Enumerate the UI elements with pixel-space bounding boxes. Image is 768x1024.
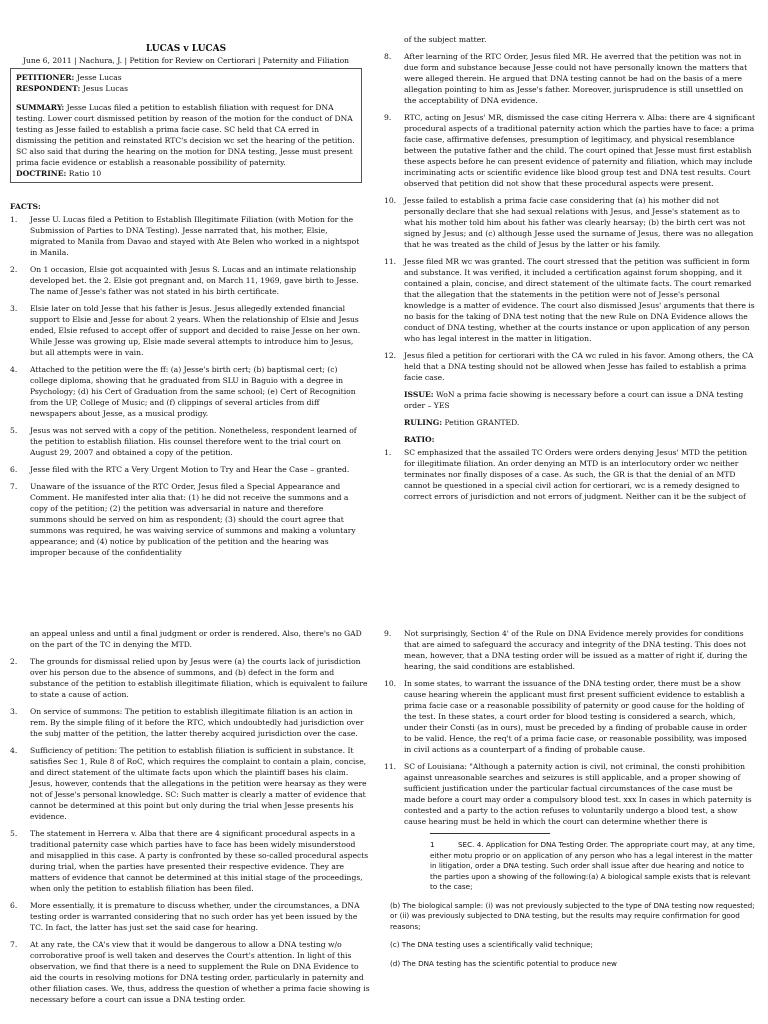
list-item-number: 9. [384,113,392,122]
list-item-number: 3. [10,304,18,313]
case-summary-box [10,68,362,183]
list-item-number: 11. [384,257,397,266]
list-item-number: 4. [10,746,18,755]
list-item-text: The grounds for dismissal relied upon by Jesus were (a) the courts lack of jurisdiction over his person due to the absence of summons, and (b) defect in the form and substance of the petition to establish illegitimate filiation, which is equivalent to failure to state a cause of action. [30,657,368,699]
doctrine-text: Ratio 10 [68,169,102,178]
list-item-text: Jesse filed MR wc was granted. The court stressed that the petition was sufficient in form and substance. It was verified, it included a certification against forum shopping, and it contained a plain, concise, and direct statement of the ultimate facts. The court remarked that the allegation that the statements in the petition were not of Jesse's personal knowledge is a matter of evidence. The court also dismissed Jesus' arguments that there is no basis for the taking of DNA test noting that the new Rule on DNA Evidence allows the conduct of DNA testing, whether at the courts instance or upon application of any person who has legal interest in the matter in litigation. [404,257,755,343]
list-item-number: 7. [10,482,18,491]
list-item-number: 10. [384,196,397,205]
list-item-text: Jesse filed with the RTC a Very Urgent Motion to Try and Hear the Case – granted. [30,465,350,474]
list-item-text: The statement in Herrera v. Alba that there are 4 significant procedural aspects in a traditional paternity case which parties have to face has been widely misunderstood and misapplied in this case. A party is confronted by these so-called procedural aspects during trial, when the parties have presented their respective evidence. They are matters of evidence that cannot be determined at this initial stage of the proceedings, when only the petition to establish filiation has been filed. [30,829,369,893]
ratio-item [384,761,756,827]
list-item-text: Jesse U. Lucas filed a Petition to Establish Illegitimate Filiation (with Motion for the Submission of Parties to DNA Testing). Jesse narrated that, his mother, Elsie, migrated to Manila from Davao and stayed with Ate Belen who worked in a nightspot in Manila. [30,215,360,257]
footnote-item-d: (d) The DNA testing has the scientific potential to produce new [390,958,617,968]
petitioner-line [16,72,356,83]
list-item-text: Unaware of the issuance of the RTC Order, Jesus filed a Special Appearance and Comment. He manifested inter alia that: (1) he did not receive the summons and a copy of the petition; (2) the petition was adversarial in nature and therefore summons should be served on him as respondent; (3) should the court agree that summons was required, he was waiving service of summons and making a voluntary appearance; and (4) notice by publication of the petition and the hearing was improper because of the confidentiality [30,482,356,557]
list-item-number: 10. [384,679,397,688]
ratio-item [384,628,756,672]
list-item-number: 2. [10,657,18,666]
petitioner-label: PETITIONER: [16,73,75,82]
list-item-number: 9. [384,629,392,638]
fact-item [10,264,362,297]
page-gap [0,560,768,624]
list-item-text: SC emphasized that the assailed TC Orders were orders denying Jesus' MTD the petition for illegitimate filiation. An order denying an MTD is an interlocutory order wc neither terminates nor finally disposes of a case. As such, the GR is that the denial of an MTD cannot be questioned in a special civil action for certiorari, wc is a remedy designed to correct errors of jurisdiction and not errors of judgment. Neither can it be the subject of [404,448,748,501]
ratio-item [384,447,756,502]
ratio-item [384,678,756,755]
summary-text: Jesse Lucas filed a petition to establish filiation with request for DNA testing. Lower court dismissed petition by reason of the motion for the conduct of DNA testing as Jesse failed to establish a prima facie case. SC held that CA erred in dismissing the petition and reinstated RTC's decision wc set the hearing of the petition. SC also said that during the hearing on the motion for DNA testing, Jesse must present prima facie evidence or establish a reasonable possibility of paternity. [16,103,355,167]
case-title: LUCAS v LUCAS [145,44,227,54]
list-item-text: Elsie later on told Jesse that his father is Jesus. Jesus allegedly extended financial support to Elsie and Jesse for about 2 years. When the relationship of Elsie and Jesus ended, Elsie refused to accept offer of support and decided to raise Jesse on her own. While Jesse was growing up, Elsie made several attempts to introduce him to Jesus, but all attempts were in vain. [30,304,361,357]
summary-paragraph [16,102,356,168]
ratio-item [10,656,372,700]
ratio-continued-list [10,656,372,1005]
fact-item [384,350,756,383]
right-lead-text: of the subject matter. [404,35,487,44]
ruling-text: Petition GRANTED. [444,418,520,427]
fact-item [384,51,756,106]
list-item-text: Jesus filed a petition for certiorari with the CA wc ruled in his favor. Among others, the CA held that a DNA testing should not be allowed when Jesse has failed to establish a prima facie case. [404,351,754,382]
list-item-text: After learning of the RTC Order, Jesus filed MR. He averred that the petition was not in due form and substance because Jesse could not have personally known the matters that were alleged therein. He argued that DNA testing cannot be had on the basis of a mere allegation pointing to him as Jesse's father. Moreover, jurisprudence is still unsettled on the acceptability of DNA evidence. [404,52,748,105]
list-item-number: 1. [384,448,392,457]
list-item-number: 1. [10,215,18,224]
doctrine-line [16,168,356,179]
ratio-item [10,828,372,894]
page2-right-column [384,628,756,977]
fact-item [384,256,756,344]
footnote-item-b: (b) The biological sample: (i) was not previously subjected to the type of DNA testing now requested; or (ii) was previously subjected to DNA testing, but the results may require confirmation for good reasons; [390,900,755,931]
footnote-item-c: (c) The DNA testing uses a scientifically valid technique; [390,940,593,949]
fact-item [10,303,362,358]
list-item-text: Attached to the petition were the ff: (a) Jesse's birth cert; (b) baptismal cert; (c) college diploma, showing that he graduated from SLU in Baguio with a degree in Psychology; (d) his Cert of Graduation from the same school; (e) Cert of Recognition from the UP, College of Music; and (f) clippings of several articles from diff newspapers about Jesse, as a musical prodigy. [30,365,356,418]
list-item-number: 6. [10,465,18,474]
page2-left-column [10,628,372,1011]
ratio-item [10,745,372,822]
list-item-text: More essentially, it is premature to discuss whether, under the circumstances, a DNA testing order is warranted considering that no such order has yet been issued by the TC. In fact, the latter has just set the said case for hearing. [30,901,360,932]
fact-item [10,425,362,458]
facts-list [10,214,362,558]
list-item-text: Sufficiency of petition: The petition to establish filiation is sufficient in substance. It satisfies Sec 1, Rule 8 of RoC, which requires the complaint to contain a plain, concise, and direct statement of the ultimate facts upon which the plaintiff bases his claim. Jesus, however, contends that the allegations in the petition were hearsay as they were not of Jesse's personal knowledge. SC: Such matter is clearly a matter of evidence that cannot be determined at this point but only during the trial when Jesse presents his evidence. [30,746,367,821]
list-item-text: Not surprisingly, Section 4' of the Rule on DNA Evidence merely provides for conditions that are aimed to safeguard the accuracy and integrity of the DNA testing. This does not mean, however, that a DNA testing order will be issued as a matter of right if, during the hearing, the said conditions are established. [404,629,748,671]
issue-label: ISSUE: [404,390,434,399]
case-subtitle: June 6, 2011 | Nachura, J. | Petition for Review on Certiorari | Paternity and Filiation [22,56,350,65]
fact-item [10,464,362,475]
list-item-text: Jesse failed to establish a prima facie case considering that (a) his mother did not personally declare that she had sexual relations with Jesus, and Jesse's statement as to what his mother told him about his father was clearly hearsay; (b) the birth cert was not signed by Jesus; and (c) although Jesse used the surname of Jesus, there was no allegation that he was treated as the child of Jesus by the latter or his family. [404,196,754,249]
footnote [390,833,756,969]
list-item-text: RTC, acting on Jesus' MR, dismissed the case citing Herrera v. Alba: there are 4 significant procedural aspects of a traditional paternity action which the parties have to face: a prima facie case, affirmative defenses, presumption of legitimacy, and physical resemblance between the putative father and the child. The court opined that Jesse must first establish these aspects before he can present evidence of paternity and filiation, which may include incriminating acts or scientific evidence like blood group test and DNA test results. Court observed that petition did not show that these procedural aspects were present. [404,113,756,188]
left-lead-text: an appeal unless and until a final judgment or order is rendered. Also, there's no GAD on the part of the TC in denying the MTD. [30,629,362,649]
fact-item [384,112,756,189]
fact-item [10,214,362,258]
petitioner-name: Jesse Lucas [76,73,122,82]
list-item-text: At any rate, the CA's view that it would be dangerous to allow a DNA testing w/o corroborative proof is well taken and deserves the Court's attention. In light of this observation, we find that there is a need to supplement the Rule on DNA Evidence to aid the courts in resolving motions for DNA testing order, particularly in paternity and other filiation cases. We, thus, address the question of whether a prima facie showing is necessary before a court can issue a DNA testing order. [30,940,370,1004]
list-item-number: 7. [10,940,18,949]
ratio-heading: RATIO: [404,435,435,444]
list-item-number: 11. [384,762,397,771]
list-item-number: 8. [384,52,392,61]
fact-item [384,195,756,250]
list-item-text: In some states, to warrant the issuance of the DNA testing order, there must be a show cause hearing wherein the applicant must first present sufficient evidence to establish a prima facie case or a reasonable possibility of paternity or good cause for the holding of the test. In these states, a court order for blood testing is considered a search, which, under their Consti (as in ours), must be preceded by a finding of probable cause in order to be valid. Hence, the req't of a prima facie case, or reasonable possibility, was imposed in civil actions as a counterpart of a finding of probable cause. [404,679,747,754]
fact-item [10,481,362,558]
list-item-number: 3. [10,707,18,716]
fact-item [10,364,362,419]
ruling-line [404,417,756,428]
list-item-text: On service of summons: The petition to establish illegitimate filiation is an action in rem. By the simple filing of it before the RTC, which undoubtedly had jurisdiction over the subj matter of the petition, the latter thereby acquired jurisdiction over the case. [30,707,364,738]
list-item-text: On 1 occasion, Elsie got acquainted with Jesus S. Lucas and an intimate relationship developed bet. the 2. Elsie got pregnant and, on March 11, 1969, gave birth to Jesse. The name of Jesse's father was not stated in his birth certificate. [30,265,359,296]
footnote-intro [430,840,756,893]
ratio-item [10,900,372,933]
footnote-mark: 1 [430,840,435,849]
list-item-text: Jesus was not served with a copy of the petition. Nonetheless, respondent learned of the petition to establish filiation. His counsel therefore went to the trial court on August 29, 2007 and obtained a copy of the petition. [30,426,357,457]
ratio-list [384,447,756,502]
footnote-intro-text: SEC. 4. Application for DNA Testing Order. The appropriate court may, at any time, either motu proprio or on application of any person who has a legal interest in the matter in litigation, order a DNA testing. Such order shall issue after due hearing and notice to the parties upon a showing of the following:(a) A biological sample exists that is relevant to the case; [430,840,755,891]
list-item-number: 5. [10,829,18,838]
respondent-line [16,83,356,94]
list-item-number: 4. [10,365,18,374]
ruling-label: RULING: [404,418,443,427]
respondent-name: Jesus Lucas [82,84,129,93]
ratio-item [10,706,372,739]
list-item-number: 2. [10,265,18,274]
ratio-item [10,939,372,1005]
respondent-label: RESPONDENT: [16,84,81,93]
facts-heading: FACTS: [10,202,41,211]
list-item-number: 6. [10,901,18,910]
document-page-2 [0,624,768,1024]
page1-right-column [384,34,756,508]
list-item-number: 5. [10,426,18,435]
list-item-number: 12. [384,351,397,360]
doctrine-label: DOCTRINE: [16,169,67,178]
page1-left-column [10,44,362,560]
facts-continued-list [384,51,756,383]
ratio-continued-list-right [384,628,756,827]
summary-label: SUMMARY: [16,103,65,112]
issue-line [404,389,756,411]
footnote-divider [430,833,550,834]
list-item-text: SC of Louisiana: "Although a paternity action is civil, not criminal, the consti prohibition against unreasonable searches and seizures is still applicable, and a proper showing of sufficient justification under the particular factual circumstances of the case must be made before a court may order a compulsory blood test. xxx In cases in which paternity is contested and a party to the action refuses to voluntarily undergo a blood test, a show cause hearing must be held in which the court can determine whether there is [404,762,752,826]
issue-text: WoN a prima facie showing is necessary before a court can issue a DNA testing order – YES [404,390,744,410]
